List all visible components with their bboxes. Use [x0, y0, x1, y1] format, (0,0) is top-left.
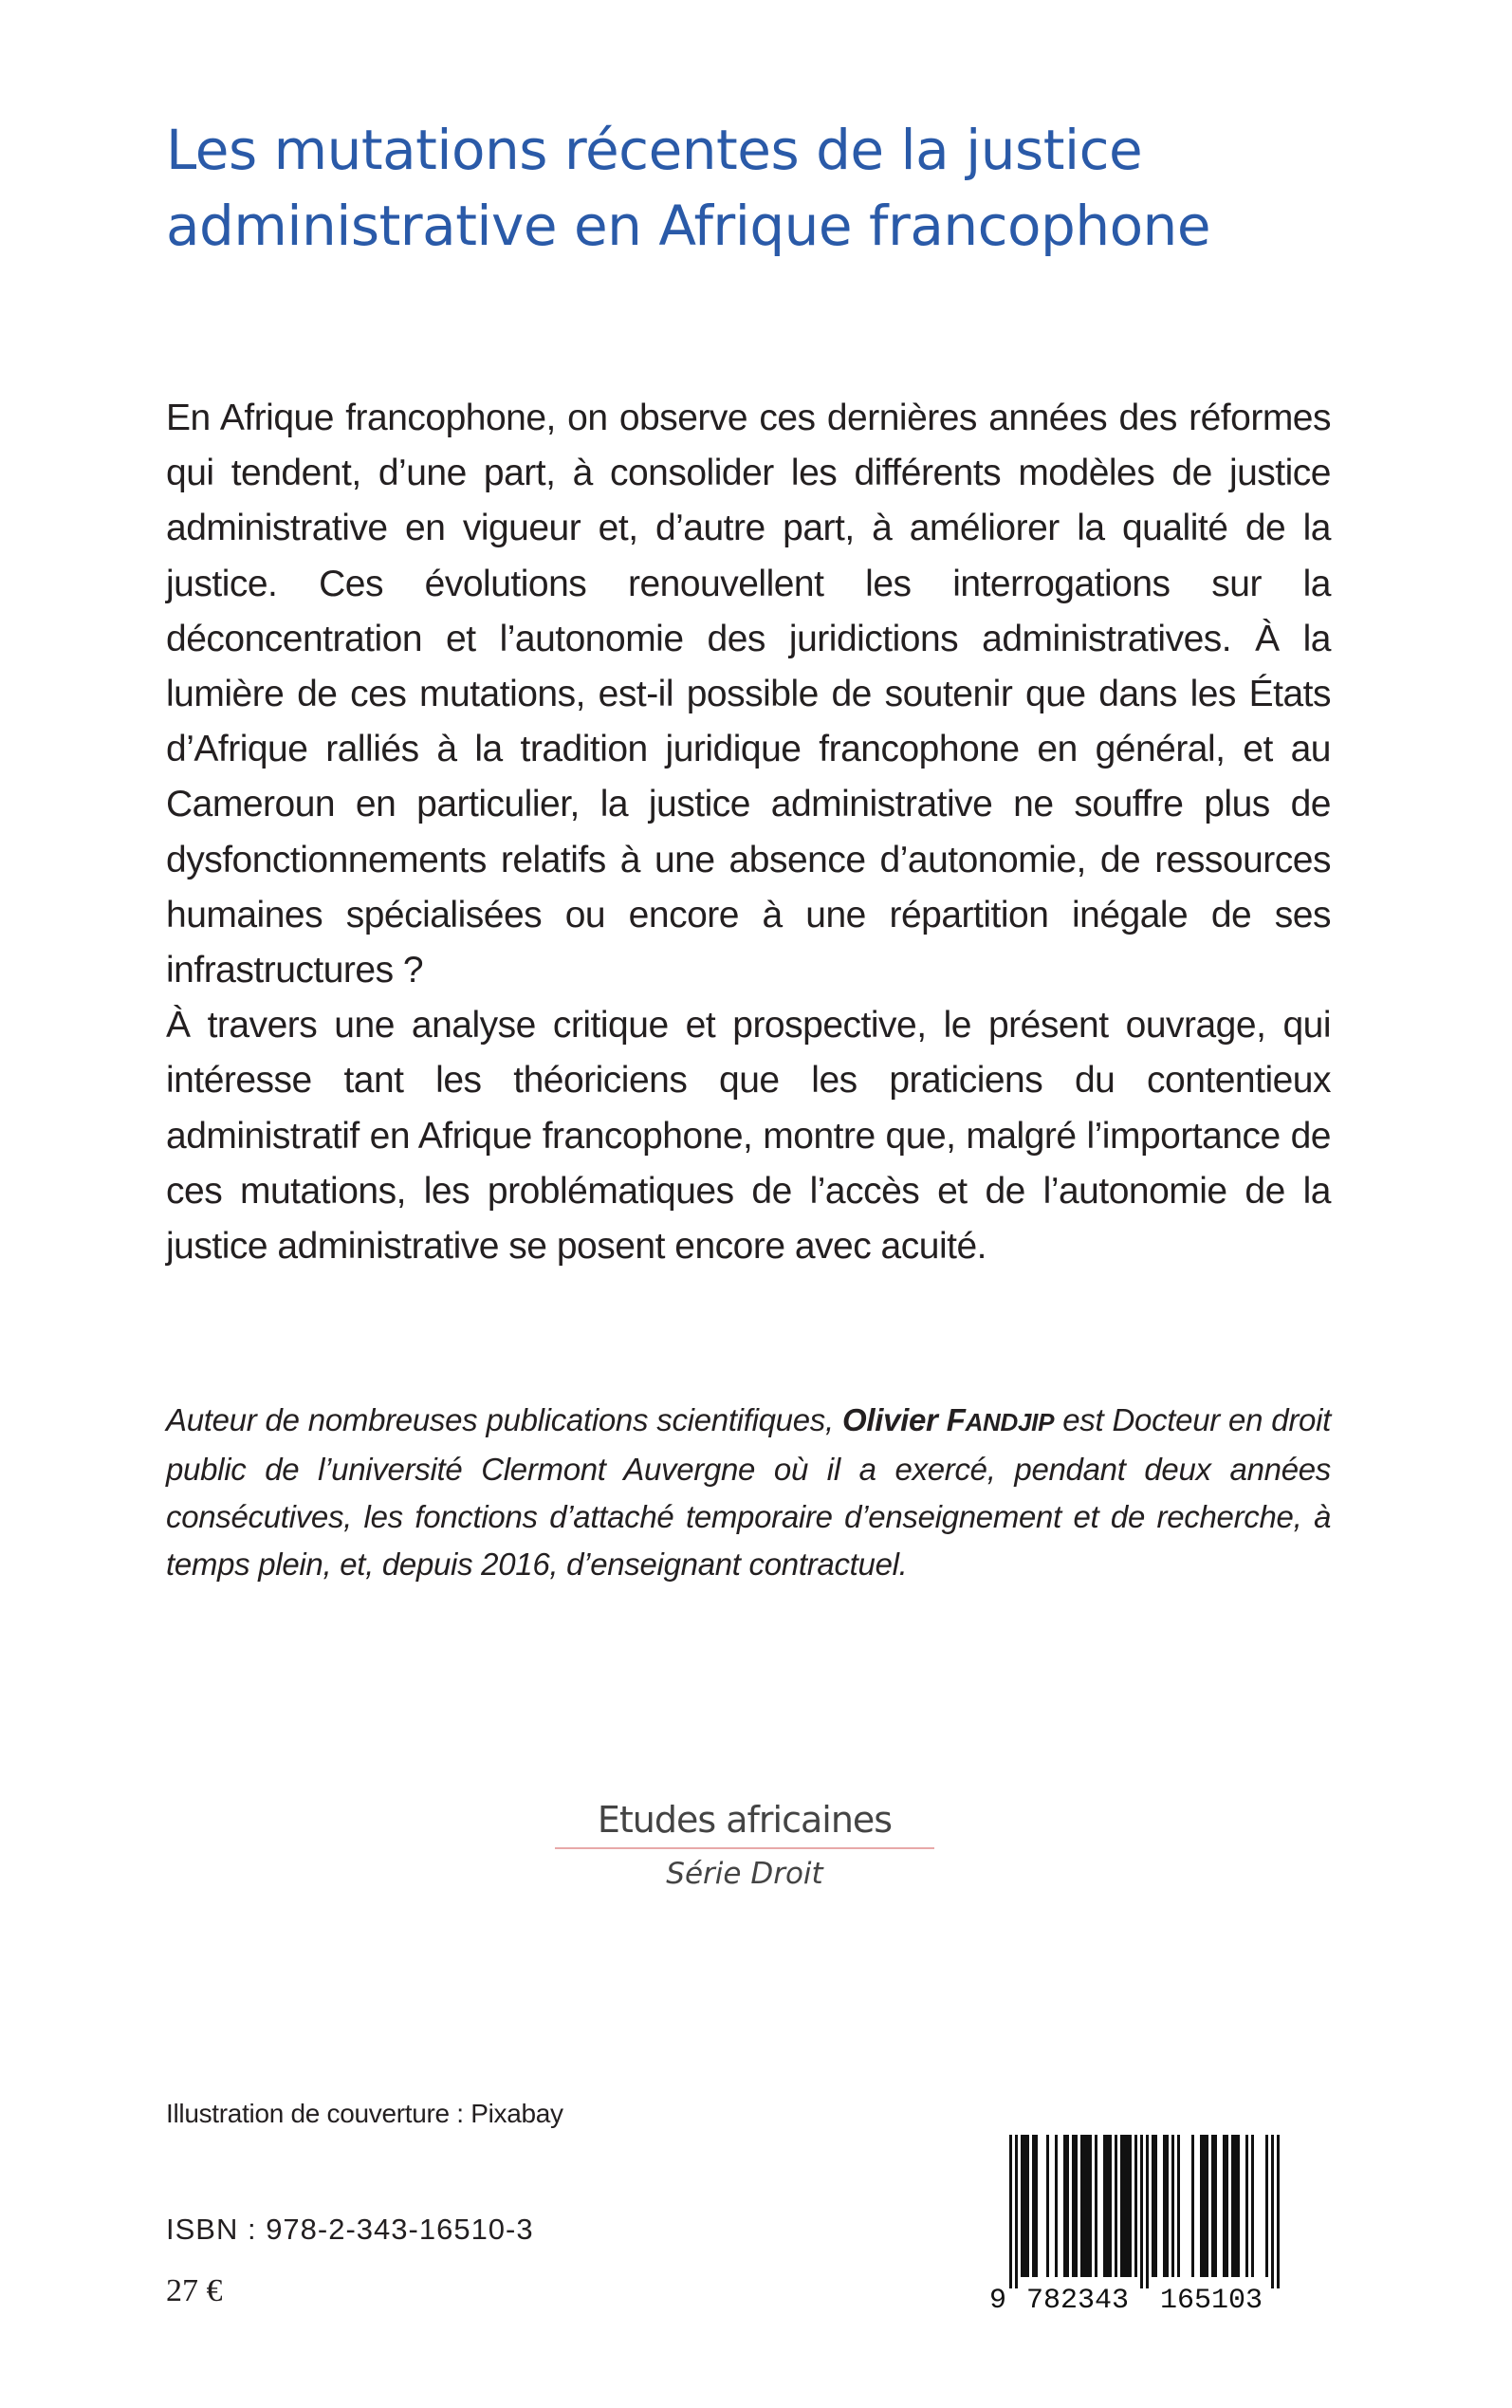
barcode-bar [1171, 2135, 1174, 2277]
barcode-bar [1134, 2135, 1137, 2277]
series-subtitle: Série Droit [666, 1857, 823, 1891]
cover-illustration-credit: Illustration de couverture : Pixabay [166, 2099, 563, 2128]
title-line-1: Les mutations récentes de la justice [166, 118, 1143, 182]
barcode-bar [1245, 2135, 1248, 2277]
barcode-bar [1026, 2135, 1029, 2277]
barcode-bar [1009, 2135, 1012, 2288]
blurb-paragraph-1: En Afrique francophone, on observe ces dernières années des réformes qui tendent, d’une part, à consolider les différents modèles de justice administrative en vigueur et, d’autre part, à améliorer la qualité de la justice. Ces évolutions renouvellent les interrogations sur la déconcentration et l’autonomie des juridictions administratives. À la lumière de ces mutations, est-il possible de soutenir que dans les États d’Afrique ralliés à la tradition juridique francophone en général, et au Cameroun en particulier, la justice administrative ne souffre plus de dysfonctionnements relatifs à une absence d’autonomie, de ressources humaines spécialisées ou encore à une répartition inégale de ses infrastructures ? [166, 398, 1331, 991]
barcode-bar [1129, 2135, 1132, 2277]
bio-intro: Auteur de nombreuses publications scientifiques, [166, 1402, 842, 1437]
author-bio [166, 1397, 1331, 1588]
barcode [986, 2133, 1330, 2315]
barcode-bar [1146, 2135, 1149, 2288]
barcode-bar [1032, 2135, 1035, 2277]
barcode-bar [1083, 2135, 1086, 2277]
book-title [166, 112, 1399, 264]
barcode-bar [1152, 2135, 1154, 2277]
barcode-bar [1166, 2135, 1169, 2277]
barcode-bar [1226, 2135, 1228, 2277]
barcode-bar [1023, 2135, 1026, 2277]
barcode-bar [1066, 2135, 1069, 2277]
barcode-bar [1126, 2135, 1129, 2277]
barcode-bar [1046, 2135, 1049, 2277]
barcode-bar [1214, 2135, 1217, 2277]
blurb-paragraph-2: À travers une analyse critique et prospective, le présent ouvrage, qui intéresse tant les théoriciens que les praticiens du contentieux administratif en Afrique francophone, montre que, malgré l’importance de ces mutations, les problématiques de l’accès et de l’autonomie de la justice administrative se posent encore avec acuité. [166, 1005, 1331, 1268]
barcode-digits-label: 9 [988, 2285, 1007, 2315]
series-divider [555, 1847, 934, 1849]
barcode-bar [1234, 2135, 1237, 2277]
barcode-bar [1115, 2135, 1117, 2277]
barcode-bar [1123, 2135, 1126, 2277]
barcode-bar [1237, 2135, 1240, 2277]
barcode-bar [1015, 2135, 1018, 2288]
barcode-bar [1251, 2135, 1254, 2277]
barcode-bar [1086, 2135, 1089, 2277]
isbn: ISBN : 978-2-343-16510-3 [166, 2213, 534, 2246]
barcode-bar [1063, 2135, 1066, 2277]
barcode-bar [1277, 2135, 1280, 2288]
barcode-bar [1211, 2135, 1214, 2277]
barcode-bar [1154, 2135, 1157, 2277]
barcode-bar [1223, 2135, 1226, 2277]
barcode-bar [1231, 2135, 1234, 2277]
barcode-digits-label: 165103 [1159, 2285, 1263, 2315]
barcode-bar [1055, 2135, 1058, 2277]
barcode-bar [1095, 2135, 1097, 2277]
barcode-bar [1103, 2135, 1106, 2277]
series-name: Etudes africaines [597, 1799, 893, 1841]
barcode-bar [1200, 2135, 1203, 2277]
title-line-2: administrative en Afrique francophone [166, 194, 1211, 258]
barcode-bar [1203, 2135, 1206, 2277]
barcode-bar [1089, 2135, 1092, 2277]
barcode-bar [1177, 2135, 1180, 2277]
barcode-bar [1109, 2135, 1112, 2277]
barcode-bar [1271, 2135, 1274, 2288]
barcode-bar [1075, 2135, 1078, 2277]
price: 27 € [166, 2273, 223, 2308]
barcode-bar [1072, 2135, 1075, 2277]
author-name: Olivier FANDJIP [841, 1402, 1055, 1437]
barcode-bar [1080, 2135, 1083, 2277]
barcode-bar [1021, 2135, 1023, 2277]
barcode-bar [1206, 2135, 1208, 2277]
back-cover-blurb [166, 391, 1331, 1274]
barcode-bar [1265, 2135, 1268, 2277]
barcode-bar [1163, 2135, 1166, 2277]
series-label [545, 1798, 944, 1895]
barcode-bar [1106, 2135, 1109, 2277]
barcode-bar [1191, 2135, 1194, 2277]
barcode-digits-label: 782343 [1025, 2285, 1130, 2315]
barcode-bar [1120, 2135, 1123, 2277]
barcode-bar [1035, 2135, 1038, 2277]
barcode-bar [1140, 2135, 1143, 2288]
barcode-bars [986, 2133, 1330, 2315]
bio-details: est Docteur en droit public de l’université Clermont Auvergne où il a exercé, pendant deux années consécutives, les fonctions d’attaché temporaire d’enseignement et de recherche, à temps plein, et, depuis 2016, d’enseignant contractuel. [166, 1402, 1331, 1582]
